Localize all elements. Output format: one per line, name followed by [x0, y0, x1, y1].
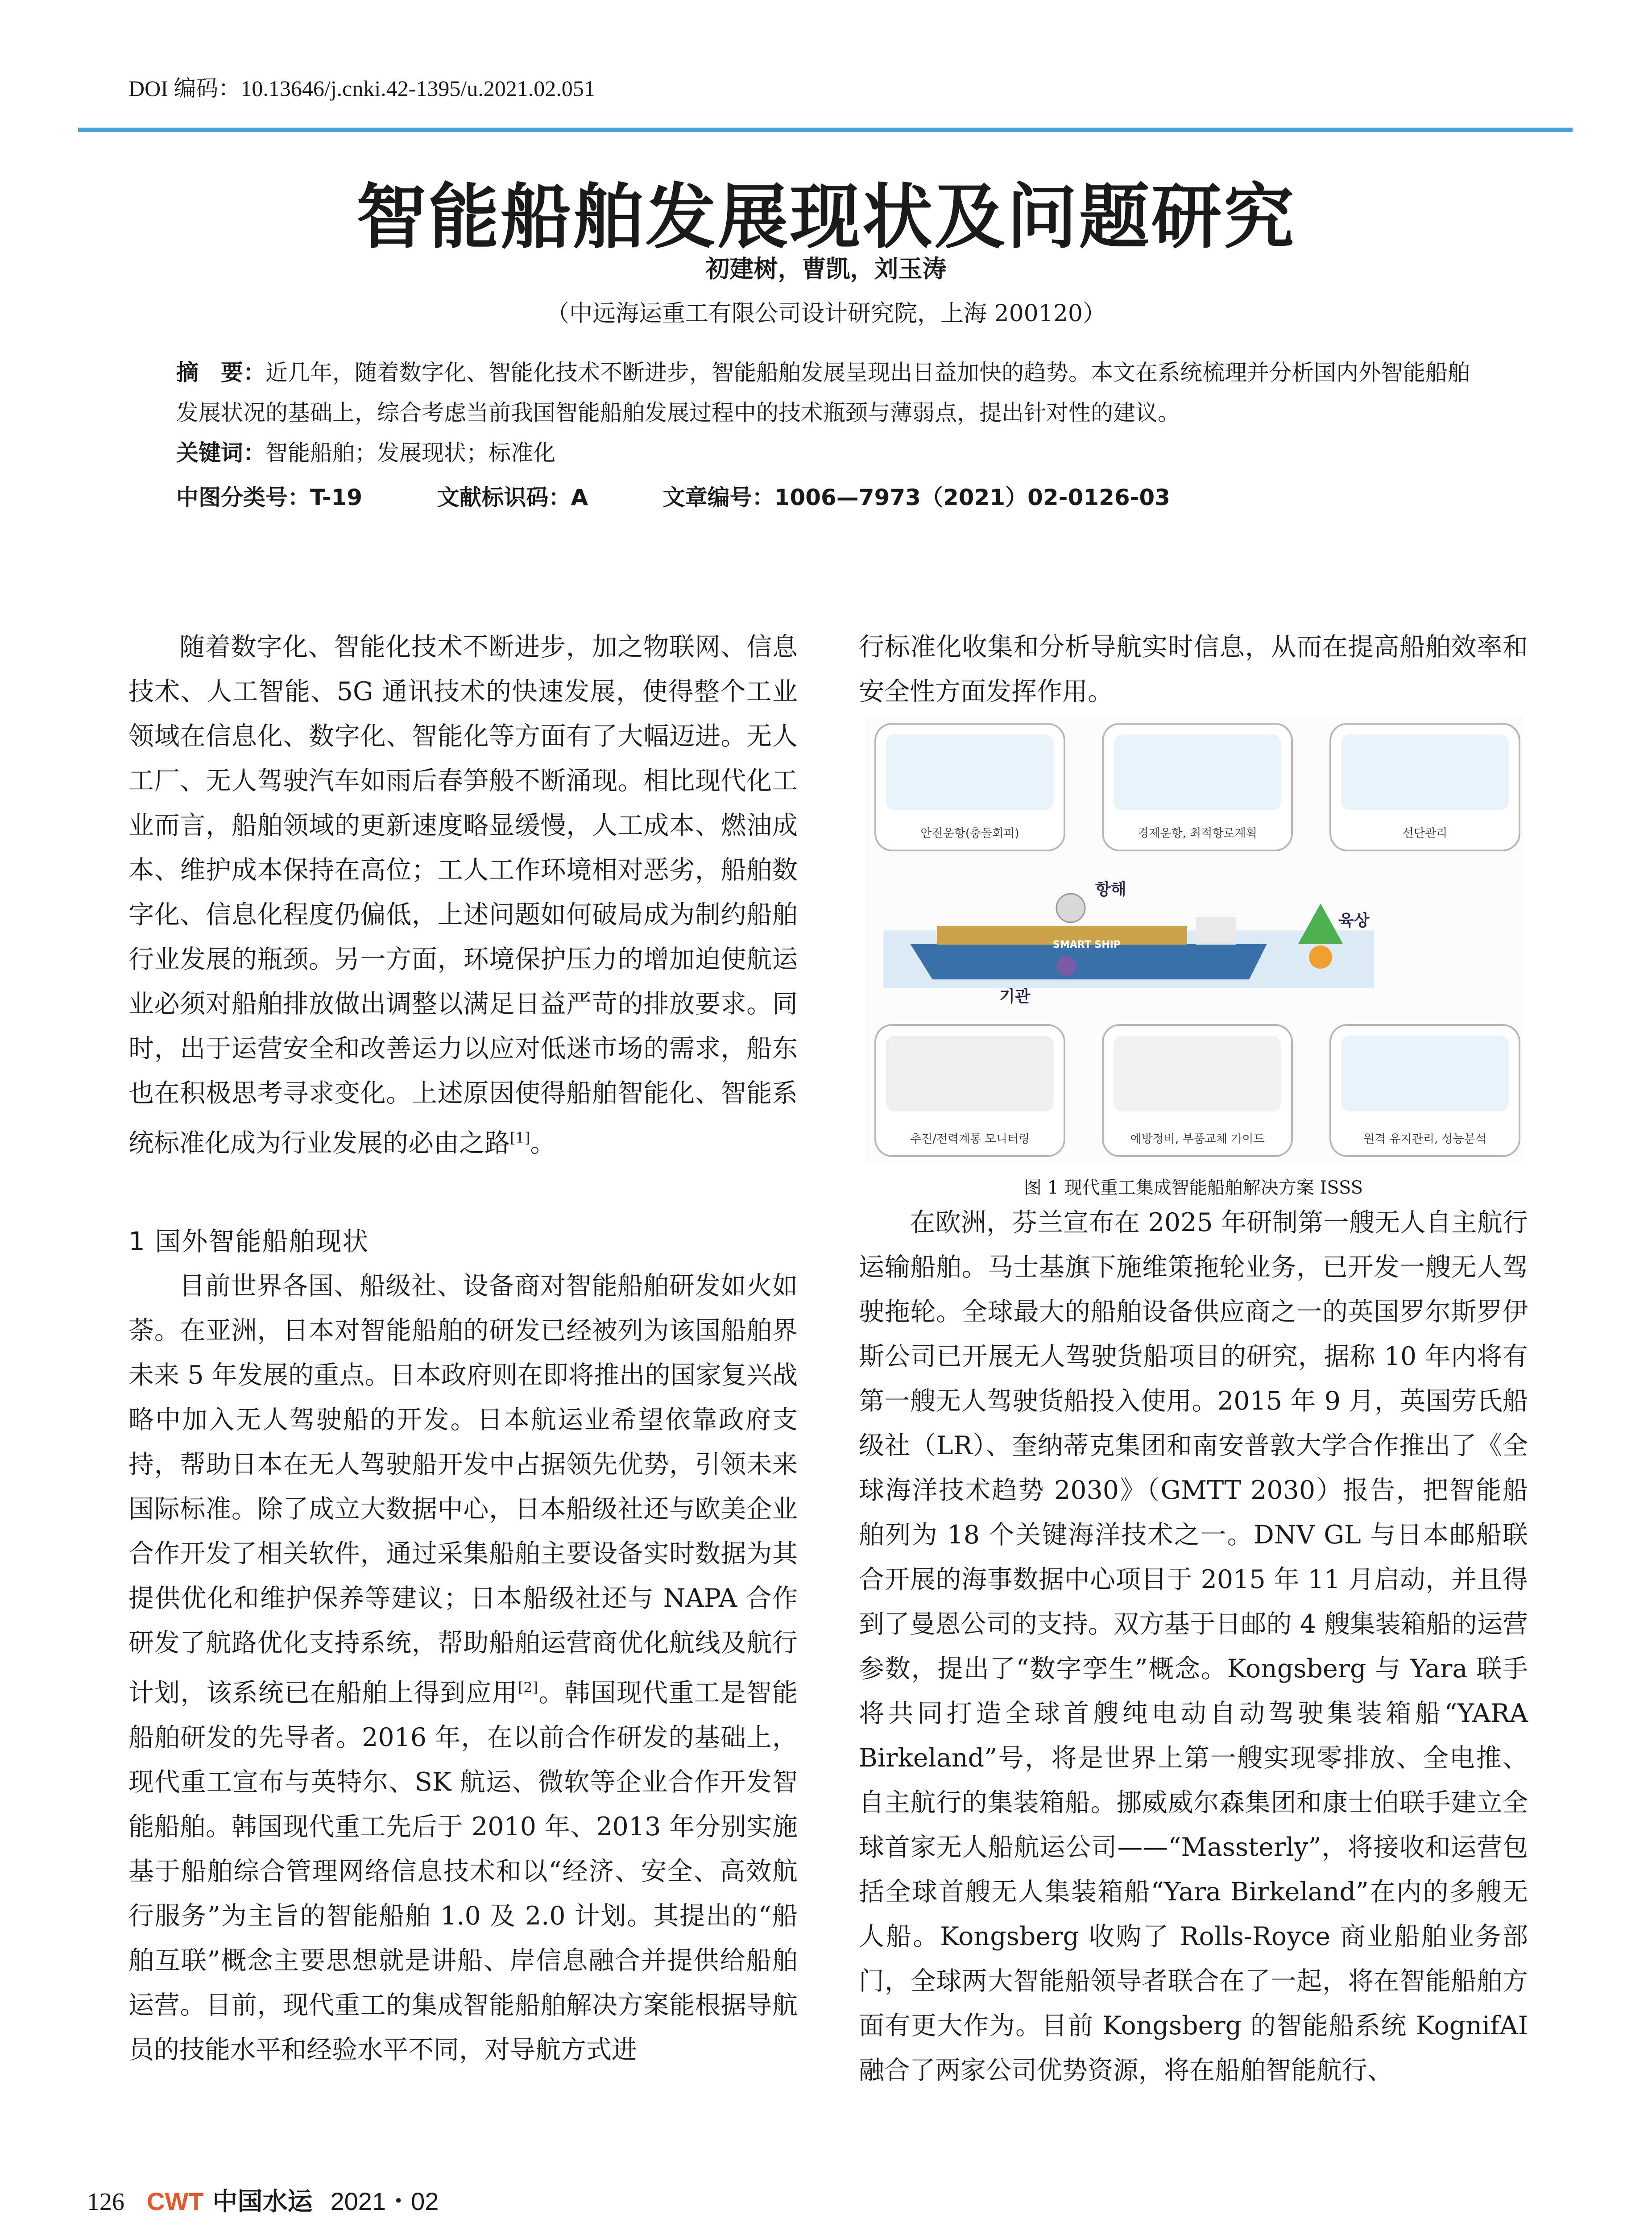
maintenance-tools-illustration	[1114, 1036, 1281, 1111]
hub-label-engine: 기관	[999, 987, 1031, 1006]
propulsion-monitoring-illustration	[886, 1036, 1054, 1111]
figure-box-label: 선단관리	[1402, 827, 1448, 840]
article-title: 智能船舶发展现状及问题研究	[356, 176, 1296, 258]
fleet-management-illustration	[1341, 734, 1509, 810]
right-column	[859, 1200, 1528, 2093]
header-rule	[78, 128, 1573, 132]
keywords	[176, 435, 555, 467]
figure-box-1	[874, 723, 1065, 851]
left-column	[128, 625, 798, 2072]
citation-1[interactable]: [1]	[510, 1129, 530, 1146]
journal-issue: 2021・02	[330, 2187, 439, 2215]
figure-box-4	[874, 1024, 1065, 1157]
hub-label-shore: 육상	[1338, 912, 1370, 930]
abstract	[176, 352, 1479, 433]
remote-maintenance-illustration	[1341, 1036, 1509, 1111]
authors: 初建树，曹凯，刘玉涛	[705, 255, 947, 283]
figure-box-label: 추진/전력계통 모니터링	[910, 1132, 1030, 1146]
doc-code: 文献标识码：A	[437, 485, 588, 510]
right-column-top	[859, 625, 1528, 714]
page-footer	[87, 2182, 439, 2218]
clc-number: 中图分类号：T-19	[176, 485, 363, 510]
collision-avoidance-illustration	[886, 734, 1054, 810]
journal-name: 中国水运	[212, 2187, 313, 2216]
europe-paragraph: 在欧洲，芬兰宣布在 2025 年研制第一艘无人自主航行运输船舶。马士基旗下施维策拖轮业务，已开发一艘无人驾驶拖轮。全球最大的船舶设备供应商之一的英国罗尔斯罗伊斯公司已开展无人驾驶货船项目的研究，据称 10 年内将有第一艘无人驾驶货船投入使用。2015 年 9 月，英国劳氏船级社（LR）、奎纳蒂克集团和南安普敦大学合作推出了《全球海洋技术趋势 2030》（GMTT 2030）报告，把智能船舶列为 18 个关键海洋技术之一。DNV GL 与日本邮船联合开展的海事数据中心项目于 2015 年 11 月启动，并且得到了曼恩公司的支持。双方基于日邮的 4 艘集装箱船的运营参数，提出了“数字孪生”概念。Kongsberg 与 Yara 联手将共同打造全球首艘纯电动自动驾驶集装箱船“YARA Birkeland”号，将是世界上第一艘实现零排放、全电推、自主航行的集装箱船。挪威威尔森集团和康士伯联手建立全球首家无人船航运公司——“Massterly”，将接收和运营包括全球首艘无人集装箱船“Yara Birkeland”在内的多艘无人船。Kongsberg 收购了 Rolls-Royce 商业船舶业务部门，全球两大智能船领导者联合在了一起，将在智能船舶方面有更大作为。目前 Kongsberg 的智能船系统 KognifAI 融合了两家公司优势资源，将在船舶智能航行、	[859, 1208, 1528, 2085]
page-number: 126	[87, 2188, 124, 2216]
smart-ship-illustration	[883, 890, 1374, 988]
classification-row	[176, 480, 1170, 512]
abstract-text: 近几年，随着数字化、智能化技术不断进步，智能船舶发展呈现出日益加快的趋势。本文在系统梳理并分析国内外智能船舶发展状况的基础上，综合考虑当前我国智能船舶发展过程中的技术瓶颈与薄弱点，提出针对性的建议。	[176, 360, 1470, 426]
ship-label: SMART SHIP	[1053, 939, 1121, 950]
intro-paragraph	[128, 625, 798, 1165]
figure-box-3	[1329, 723, 1520, 851]
continued-paragraph: 行标准化收集和分析导航实时信息，从而在提高船舶效率和安全性方面发挥作用。	[859, 632, 1528, 706]
journal-logo: CWT	[147, 2187, 204, 2215]
section1-text-cont: 。韩国现代重工是智能船舶研发的先导者。2016 年，在以前合作研发的基础上，现代重工宣布与英特尔、SK 航运、微软等企业合作开发智能船舶。韩国现代重工先后于 2010 年、2013 年分别实施基于船舶综合管理网络信息技术和以“经济、安全、高效航行服务”为主旨的智能船舶 1.0 及 2.0 计划。其提出的“船舶互联”概念主要思想就是讲船、岸信息融合并提供给船舶运营。目前，现代重工的集成智能船舶解决方案能根据导航员的技能水平和经验水平不同，对导航方式进	[128, 1678, 798, 2065]
affiliation: （中远海运重工有限公司设计研究院，上海 200120）	[546, 300, 1106, 327]
section-heading-1: 1 国外智能船舶现状	[128, 1226, 369, 1256]
citation-2[interactable]: [2]	[518, 1679, 538, 1696]
figure-box-5	[1102, 1024, 1293, 1157]
figure-box-label: 원격 유지관리, 성능분석	[1363, 1132, 1486, 1146]
section1-paragraph	[128, 1264, 798, 2072]
figure-box-label: 예방정비, 부품교체 가이드	[1130, 1132, 1265, 1146]
keywords-label: 关键词：	[176, 440, 265, 466]
route-planning-illustration	[1114, 734, 1281, 810]
figure-box-2	[1102, 723, 1293, 851]
intro-text: 随着数字化、智能化技术不断进步，加之物联网、信息技术、人工智能、5G 通讯技术的快速发展，使得整个工业领域在信息化、数字化、智能化等方面有了大幅迈进。无人工厂、无人驾驶汽车如雨后春笋般不断涌现。相比现代化工业而言，船舶领域的更新速度略显缓慢，人工成本、燃油成本、维护成本保持在高位；工人工作环境相对恶劣，船舶数字化、信息化程度仍偏低，上述问题如何破局成为制约船舶行业发展的瓶颈。另一方面，环境保护压力的增加迫使航运业必须对船舶排放做出调整以满足日益严苛的排放要求。同时，出于运营安全和改善运力以应对低迷市场的需求，船东也在积极思考寻求变化。上述原因使得船舶智能化、智能系统标准化成为行业发展的必由之路	[128, 632, 798, 1158]
figure-box-6	[1329, 1024, 1520, 1157]
article-number: 文章编号：1006—7973（2021）02-0126-03	[662, 485, 1170, 510]
section1-text: 目前世界各国、船级社、设备商对智能船舶研发如火如荼。在亚洲，日本对智能船舶的研发已经被列为该国船舶界未来 5 年发展的重点。日本政府则在即将推出的国家复兴战略中加入无人驾驶船的开发。日本航运业希望依靠政府支持，帮助日本在无人驾驶船开发中占据领先优势，引领未来国际标准。除了成立大数据中心，日本船级社还与欧美企业合作开发了相关软件，通过采集船舶主要设备实时数据为其提供优化和维护保养等建议；日本船级社还与 NAPA 合作研发了航路优化支持系统，帮助船舶运营商优化航线及航行计划，该系统已在船舶上得到应用	[128, 1271, 798, 1708]
figure-box-label: 경제운항, 최적항로계획	[1138, 827, 1257, 840]
figure-box-label: 안전운항(충돌회피)	[920, 827, 1019, 840]
hub-label-navigation: 항해	[1095, 880, 1126, 899]
intro-end: 。	[530, 1128, 556, 1158]
figure-caption: 图 1 现代重工集成智能船舶解决方案 ISSS	[1023, 1178, 1363, 1198]
doi-line: DOI 编码：10.13646/j.cnki.42-1395/u.2021.02.051	[128, 76, 595, 101]
keywords-text: 智能船舶；发展现状；标准化	[265, 440, 555, 466]
abstract-label: 摘 要：	[176, 360, 265, 386]
figure-isss	[865, 716, 1524, 1162]
